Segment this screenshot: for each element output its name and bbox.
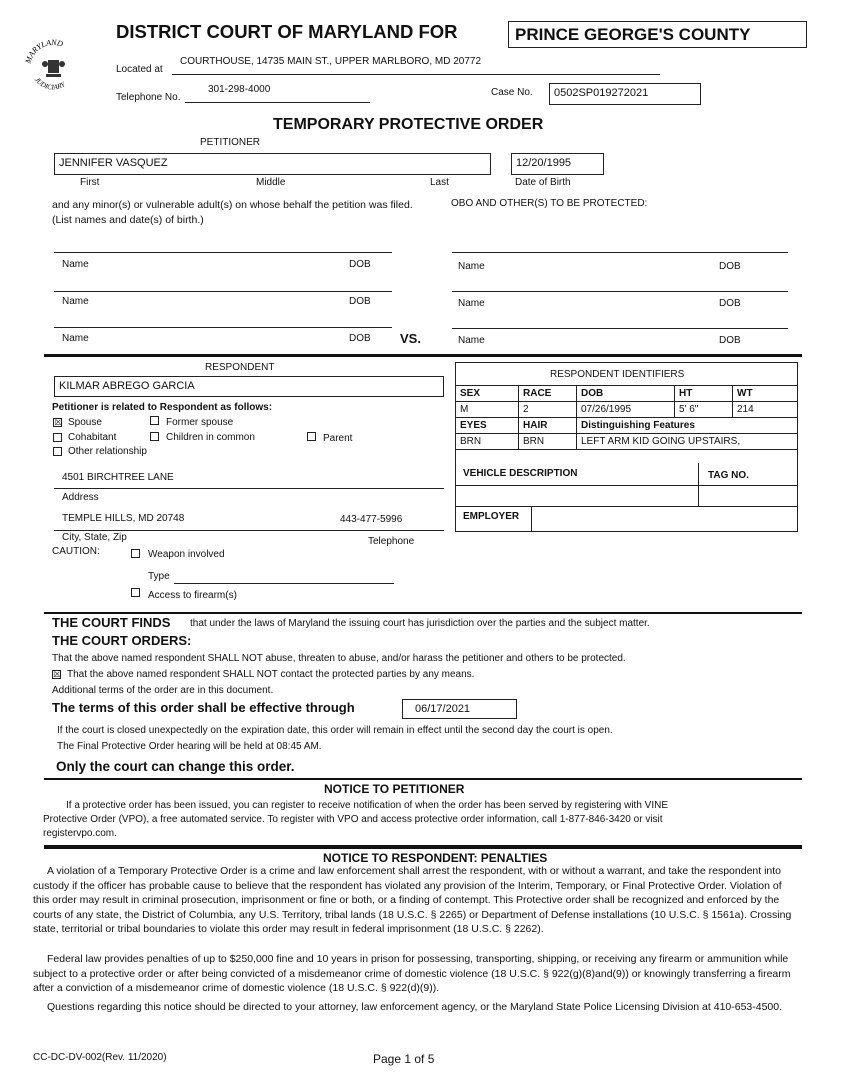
date-of-birth-label: Date of Birth	[515, 177, 571, 188]
petitioner-dob-field[interactable]: 12/20/1995	[511, 153, 604, 175]
additional-terms: Additional terms of the order are in this document.	[52, 685, 274, 696]
sex-header: SEX	[456, 386, 519, 402]
effective-label: The terms of this order shall be effective through	[52, 700, 355, 715]
minors-text: and any minor(s) or vulnerable adult(s) on whose behalf the petition was filed. (List names and date(s) of birth.)	[52, 199, 413, 226]
respondent-city: TEMPLE HILLS, MD 20748	[62, 513, 185, 524]
features-header: Distinguishing Features	[577, 418, 798, 434]
weapon-label: Weapon involved	[148, 549, 225, 560]
notice-respondent-heading: NOTICE TO RESPONDENT: PENALTIES	[323, 851, 548, 865]
respondent-label: RESPONDENT	[205, 362, 275, 373]
section-divider	[44, 845, 802, 849]
vehicle-label: VEHICLE DESCRIPTION	[463, 468, 578, 479]
dob-label: DOB	[349, 259, 371, 270]
name-label: Name	[62, 296, 89, 307]
seal-top-text: MARYLAND	[23, 38, 65, 65]
firearm-label: Access to firearm(s)	[148, 590, 237, 601]
race-header: RACE	[519, 386, 577, 402]
weight-value[interactable]: 214	[733, 402, 798, 418]
dob-label: DOB	[719, 261, 741, 272]
notice-petitioner-line-1: If a protective order has been issued, you can register to receive notification of when the order has been served by registering with VINE	[66, 800, 668, 811]
vs-label: VS.	[400, 331, 421, 346]
located-at-line	[172, 74, 660, 75]
located-at-value: COURTHOUSE, 14735 MAIN ST., UPPER MARLBORO, MD 20772	[180, 56, 482, 67]
respondent-phone: 443-477-5996	[340, 514, 403, 525]
notice-respondent-p2: Federal law provides penalties of up to $250,000 fine and 10 years in prison for possessing, transporting, shipping, or receiving any firearm or ammunition while subject to a protective order or after being convicted of a misdemeanor crime of domestic violence (18 U.S.C. § 922(g)(8)and(9)) or knowingly transferring a firearm after a conviction of a misdemeanor crime of domestic violence (18 U.S.C. § 922(d)(9)).	[33, 953, 791, 995]
tag-label: TAG NO.	[708, 470, 749, 481]
tag-divider	[698, 463, 699, 506]
weight-header: WT	[733, 386, 798, 402]
identifiers-title: RESPONDENT IDENTIFIERS	[550, 369, 685, 380]
spouse-checkbox[interactable]: ☒	[54, 417, 63, 427]
case-no-field[interactable]: 0502SP019272021	[549, 83, 701, 105]
court-title: DISTRICT COURT OF MARYLAND FOR	[116, 21, 458, 42]
notice-respondent-p1: A violation of a Temporary Protective Order is a crime and law enforcement shall arrest the respondent, with or without a warrant, and take the respondent into custody if the officer has probable cause to believe that the respondent has violated any provision of the Interim, Temporary, or Final Protective Order. Violation of this order may result in criminal prosecution, imprisonment or fine or both, or a finding of contempt. This Protective order shall be recognized and enforced by the courts of any state, the District of Columbia, any U.S. Territory, tribal lands (18 U.S.C. § 2265) or Department of Defense installations (10 U.S.C. § 1561a). Crossing state, territorial or tribal boundaries to violate this order may result in federal imprisonment (18 U.S.C. § 2262).	[33, 865, 792, 936]
protected-row-line	[54, 291, 392, 292]
other-relationship-label: Other relationship	[68, 446, 147, 457]
height-header: HT	[675, 386, 733, 402]
related-label: Petitioner is related to Respondent as follows:	[52, 402, 273, 413]
former-spouse-checkbox[interactable]	[150, 416, 159, 425]
county-box: PRINCE GEORGE'S COUNTY	[508, 21, 807, 48]
first-label: First	[80, 177, 100, 188]
seal-bottom-text: JUDICIARY	[32, 75, 67, 92]
height-value[interactable]: 5' 6"	[675, 402, 733, 418]
petitioner-label: PETITIONER	[200, 137, 261, 148]
svg-text:JUDICIARY	[33, 76, 67, 92]
address-line	[54, 488, 444, 489]
court-seal	[22, 38, 84, 98]
employer-label: EMPLOYER	[463, 511, 520, 522]
respondent-address: 4501 BIRCHTREE LANE	[62, 472, 174, 483]
notice-petitioner-line-2: Protective Order (VPO), a free automated service. To register with VPO and access protective order information, call 1-877-846-3420 or visit	[43, 814, 663, 825]
form-id: CC-DC-DV-002(Rev. 11/2020)	[33, 1052, 167, 1063]
last-label: Last	[430, 177, 449, 188]
address-label: Address	[62, 492, 99, 503]
other-relationship-checkbox[interactable]	[53, 447, 62, 456]
dob-value[interactable]: 07/26/1995	[577, 402, 675, 418]
children-label: Children in common	[166, 432, 255, 443]
telephone-line	[185, 102, 370, 103]
name-label: Name	[62, 333, 89, 344]
effective-date-field[interactable]: 06/17/2021	[402, 699, 517, 719]
dob-label: DOB	[719, 335, 741, 346]
respondent-name-field[interactable]: KILMAR ABREGO GARCIA	[54, 376, 444, 397]
section-divider	[44, 778, 802, 780]
children-checkbox[interactable]	[150, 432, 159, 441]
notice-petitioner-heading: NOTICE TO PETITIONER	[324, 782, 465, 796]
protected-row-line	[452, 291, 788, 292]
firearm-checkbox[interactable]	[131, 588, 140, 597]
only-court-text: Only the court can change this order.	[56, 759, 295, 774]
type-line[interactable]	[174, 583, 394, 584]
vehicle-row-line	[455, 485, 798, 486]
telephone-label: Telephone No.	[116, 92, 181, 103]
protected-row-line	[54, 327, 392, 328]
spouse-label: Spouse	[68, 417, 102, 428]
court-orders-heading: THE COURT ORDERS:	[52, 633, 192, 648]
protected-row-line	[452, 328, 788, 329]
notice-respondent-p3: Questions regarding this notice should be directed to your attorney, law enforcement agency, or the Maryland State Police Licensing Division at 410-653-4500.	[47, 1001, 783, 1013]
dob-label: DOB	[349, 296, 371, 307]
obo-text: OBO AND OTHER(S) TO BE PROTECTED:	[451, 198, 648, 209]
name-label: Name	[62, 259, 89, 270]
name-label: Name	[458, 261, 485, 272]
caution-label: CAUTION:	[52, 546, 100, 557]
cohabitant-checkbox[interactable]	[53, 433, 62, 442]
name-label: Name	[458, 335, 485, 346]
located-at-label: Located at	[116, 64, 163, 75]
section-divider	[44, 612, 802, 614]
cohabitant-label: Cohabitant	[68, 432, 117, 443]
document-title: TEMPORARY PROTECTIVE ORDER	[273, 116, 544, 133]
type-label: Type	[148, 571, 170, 582]
sex-value[interactable]: M	[456, 402, 519, 418]
hearing-text: The Final Protective Order hearing will be held at 08:45 AM.	[57, 741, 322, 752]
seal-emblem-icon	[22, 38, 84, 98]
telephone-value: 301-298-4000	[208, 84, 271, 95]
order-1-text: That the above named respondent SHALL NOT abuse, threaten to abuse, and/or harass the petitioner and others to be protected.	[52, 653, 626, 664]
former-spouse-label: Former spouse	[166, 417, 234, 428]
case-no-label: Case No.	[491, 87, 533, 98]
order-2-checkbox[interactable]: ☒	[53, 669, 62, 679]
protected-row-line	[54, 252, 392, 253]
identifiers-table	[455, 385, 798, 450]
order-2-text: That the above named respondent SHALL NOT contact the protected parties by any means.	[67, 669, 475, 680]
name-label: Name	[458, 298, 485, 309]
notice-petitioner-line-3: registervpo.com.	[43, 828, 117, 839]
petitioner-name-field[interactable]: JENNIFER VASQUEZ	[54, 153, 491, 175]
city-line	[54, 530, 444, 531]
court-finds-text: that under the laws of Maryland the issuing court has jurisdiction over the parties and the subject matter.	[190, 618, 650, 629]
dob-label: DOB	[719, 298, 741, 309]
weapon-checkbox[interactable]	[131, 549, 140, 558]
employer-divider	[531, 506, 532, 532]
features-value[interactable]: LEFT ARM KID GOING UPSTAIRS,	[577, 434, 798, 450]
section-divider	[44, 354, 802, 357]
court-finds-heading: THE COURT FINDS	[52, 615, 171, 630]
middle-label: Middle	[256, 177, 286, 188]
vehicle-row-line	[698, 506, 798, 507]
telephone-label: Telephone	[368, 536, 415, 547]
protected-row-line	[452, 252, 788, 253]
dob-label: DOB	[349, 333, 371, 344]
race-value[interactable]: 2	[519, 402, 577, 418]
eyes-value[interactable]: BRN	[456, 434, 519, 450]
parent-checkbox[interactable]	[307, 432, 316, 441]
hair-value[interactable]: BRN	[519, 434, 577, 450]
city-label: City, State, Zip	[62, 532, 127, 543]
dob-header: DOB	[577, 386, 675, 402]
hair-header: HAIR	[519, 418, 577, 434]
page-number: Page 1 of 5	[373, 1052, 435, 1066]
eyes-header: EYES	[456, 418, 519, 434]
parent-label: Parent	[323, 433, 353, 444]
employer-row-line	[455, 506, 698, 507]
closed-text: If the court is closed unexpectedly on the expiration date, this order will remain in effect until the second day the court is open.	[57, 725, 613, 736]
